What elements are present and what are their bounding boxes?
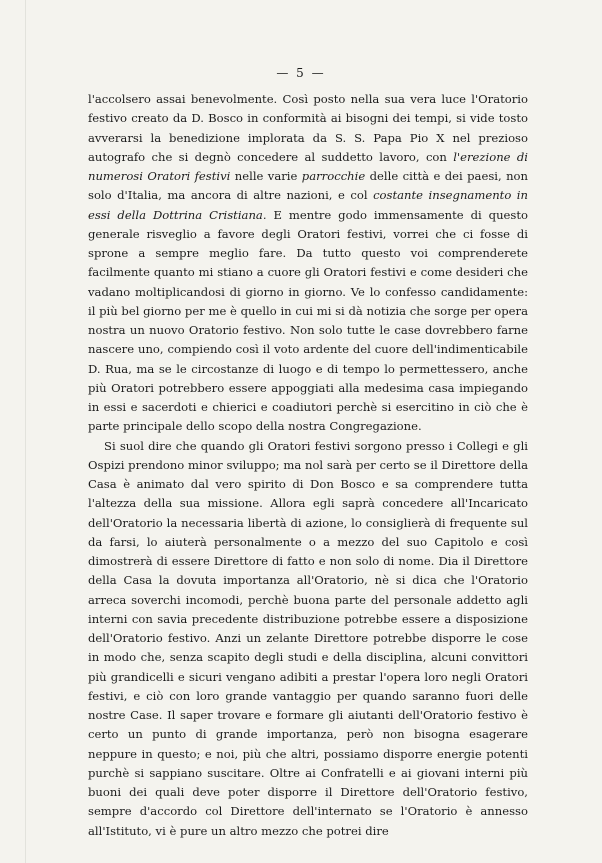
page-fold-shadow xyxy=(25,0,26,863)
text-run: nelle varie xyxy=(230,169,302,183)
body-text xyxy=(88,90,528,841)
italic-run: l'erezione di numerosi Oratori festivi xyxy=(88,149,528,183)
text-run: delle città e dei paesi, non solo d'Italia, ma ancora di altre nazioni, e col xyxy=(88,169,528,203)
italic-run: costante insegnamento in essi della Dottrina Cristiana. xyxy=(88,188,528,222)
page-number: — 5 — xyxy=(276,66,326,80)
paragraph xyxy=(88,90,528,437)
paragraph xyxy=(88,437,528,841)
text-run: E mentre godo immensamente di questo generale risveglio a favore degli Oratori festivi, vorrei che ci fosse di sprone a sempre meglio fare. Da tutto questo voi comprenderete facilmente quanto mi stiano a cuore gli Oratori festivi e come desideri che vadano moltiplicandosi di giorno in giorno. Ve lo confesso candidamente: il più bel giorno per me è quello in cui mi si dà notizia che sorge per opera nostra un nuovo Oratorio festivo. Non solo tutte le case dovrebbero farne nascere uno, compiendo così il voto ardente del cuore dell'indimenticabile D. Rua, ma se le circostanze di luogo e di tempo lo permettessero, anche più Oratori potrebbero essere appoggiati alla medesima casa impiegando in essi e sacerdoti e chierici e coadiutori perchè si esercitino in ciò che è parte principale dello scopo della nostra Congregazione. xyxy=(88,207,528,434)
italic-run: parrocchie xyxy=(301,169,366,183)
text-run: Si suol dire che quando gli Oratori festivi sorgono presso i Collegi e gli Ospizi prendono minor sviluppo; ma nol sarà per certo se il Direttore della Casa è animato dal vero spirito di Don Bosco e sa comprendere tutta l'altezza della sua missione. Allora egli saprà concedere all'Incaricato dell'Oratorio la necessaria libertà di azione, lo consiglierà di frequente sul da farsi, lo aiuterà personalmente o a mezzo del suo Capitolo e così dimostrerà di essere Direttore di fatto e non solo di nome. Dia il Direttore della Casa la dovuta importanza all'Oratorio, nè si dica che l'Oratorio arreca soverchi incomodi, perchè buona parte del personale addetto agli interni con savia precedente distribuzione potrebbe essere a disposizione dell'Oratorio festivo. Anzi un zelante Direttore potrebbe disporre le cose in modo che, senza scapito degli studi e della disciplina, alcuni convittori più grandicelli e sicuri vengano adibiti a prestar l'opera loro negli Oratori festivi, e ciò con loro grande vantaggio per quando saranno fuori delle nostre Case. Il saper trovare e formare gli aiutanti dell'Oratorio festivo è certo un punto di grande importanza, però non bisogna esagerare neppure in questo; e noi, più che altri, possiamo disporre energie potenti purchè si sappiano suscitare. Oltre ai Confratelli e ai giovani interni più buoni dei quali deve poter disporre il Direttore dell'Oratorio festivo, sempre d'accordo col Direttore dell'internato se l'Oratorio è annesso all'Istituto, vi è pure un altro mezzo che potrei dire xyxy=(88,438,528,838)
text-run: l'accolsero assai benevolmente. Così posto nella sua vera luce l'Oratorio festivo creato da D. Bosco in conformità ai bisogni dei tempi, si vide tosto avverarsi la benedizione implorata da S. S. Papa Pio X nel prezioso autografo che si degnò concedere al suddetto lavoro, con xyxy=(88,92,528,164)
